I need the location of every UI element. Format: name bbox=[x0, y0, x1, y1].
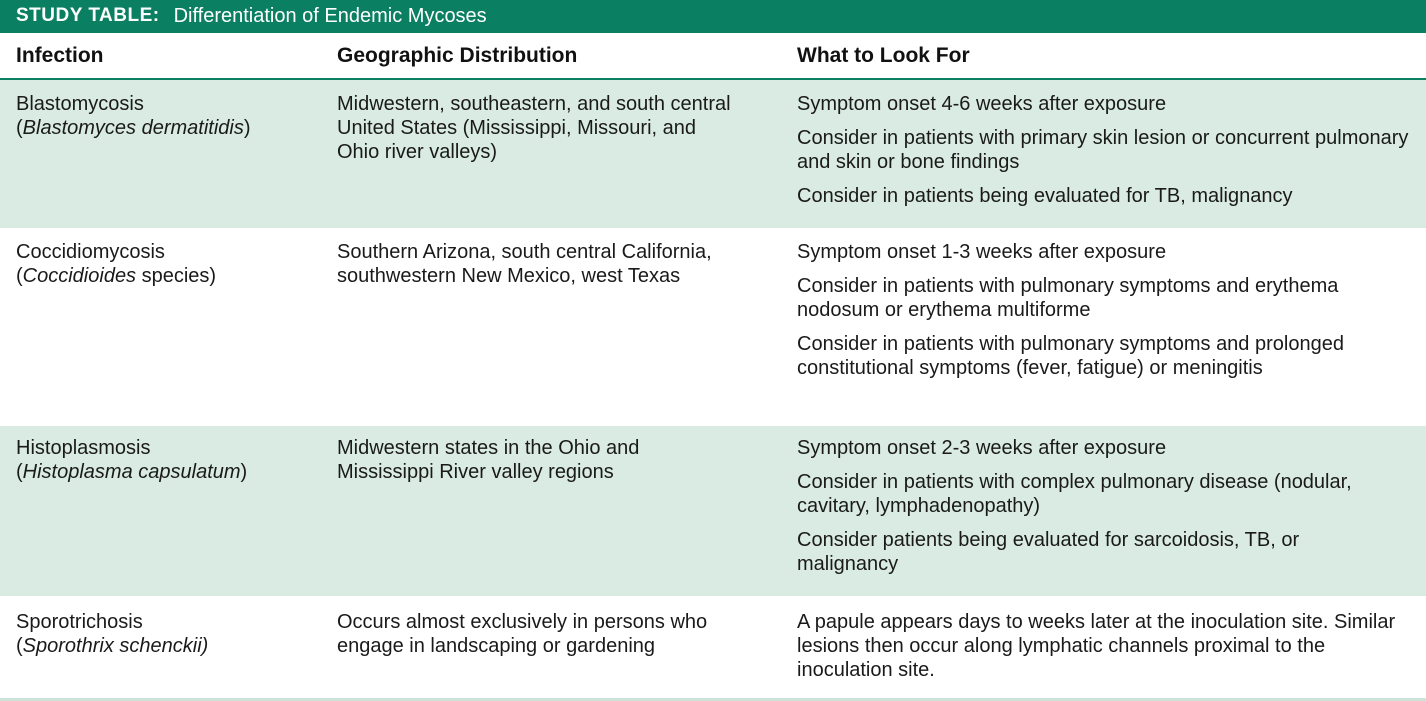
organism-close: ) bbox=[240, 461, 248, 483]
look-for-item: Consider patients being evaluated for sarcoidosis, TB, or malignancy bbox=[797, 529, 1300, 575]
distribution-cell: Occurs almost exclusively in persons who engage in landscaping or gardening bbox=[337, 611, 708, 657]
infection-name: Coccidiomycosis bbox=[16, 241, 165, 263]
table-title: Differentiation of Endemic Mycoses bbox=[173, 4, 487, 27]
organism-open: ( bbox=[16, 635, 23, 657]
look-for-item: Symptom onset 1-3 weeks after exposure bbox=[797, 241, 1167, 263]
infection-name: Blastomycosis bbox=[16, 93, 144, 115]
look-for-item: Consider in patients being evaluated for TB, malignancy bbox=[797, 185, 1293, 207]
organism-name: Blastomyces dermatitidis bbox=[22, 117, 244, 139]
organism-line bbox=[16, 460, 316, 484]
table-row-sporotrichosis bbox=[0, 596, 1426, 693]
organism-close: ) bbox=[243, 117, 251, 139]
table-row-histoplasmosis bbox=[0, 424, 1426, 596]
look-for-item: A papule appears days to weeks later at the inoculation site. Similar lesions then occur along lymphatic channels proximal to the inoculation site. bbox=[797, 611, 1396, 681]
organism-open: ( bbox=[16, 461, 23, 483]
distribution-cell: Midwestern, southeastern, and south central United States (Mississippi, Missouri, and Ohio river valleys) bbox=[337, 93, 731, 163]
look-for-item: Symptom onset 4-6 weeks after exposure bbox=[797, 93, 1167, 115]
column-header-what-to-look-for: What to Look For bbox=[797, 43, 970, 67]
look-for-cell bbox=[797, 436, 1387, 586]
infection-cell bbox=[16, 436, 316, 484]
organism-open: ( bbox=[16, 117, 23, 139]
table-row-blastomycosis bbox=[0, 80, 1426, 228]
table-header-row bbox=[0, 33, 1426, 80]
organism-line bbox=[16, 634, 316, 658]
organism-line bbox=[16, 116, 316, 140]
look-for-item: Consider in patients with pulmonary symptoms and prolonged constitutional symptoms (fever, fatigue) or meningitis bbox=[797, 333, 1344, 379]
distribution-cell: Southern Arizona, south central California, southwestern New Mexico, west Texas bbox=[337, 241, 712, 287]
infection-cell bbox=[16, 92, 316, 140]
look-for-item: Consider in patients with pulmonary symptoms and erythema nodosum or erythema multiforme bbox=[797, 275, 1339, 321]
infection-cell bbox=[16, 610, 316, 658]
organism-name: Coccidioides bbox=[22, 265, 137, 287]
organism-name: Histoplasma capsulatum bbox=[22, 461, 241, 483]
organism-line bbox=[16, 264, 316, 288]
organism-name: Sporothrix schenckii) bbox=[22, 635, 209, 657]
column-header-geographic-distribution: Geographic Distribution bbox=[337, 43, 578, 67]
table-row-coccidiomycosis bbox=[0, 228, 1426, 424]
table-title-prefix: STUDY TABLE: bbox=[16, 5, 160, 26]
distribution-cell: Midwestern states in the Ohio and Mississippi River valley regions bbox=[337, 437, 640, 483]
column-header-infection: Infection bbox=[16, 43, 104, 67]
organism-close: species) bbox=[136, 265, 217, 287]
look-for-cell bbox=[797, 92, 1417, 218]
look-for-item: Symptom onset 2-3 weeks after exposure bbox=[797, 437, 1167, 459]
infection-cell bbox=[16, 240, 316, 288]
organism-open: ( bbox=[16, 265, 23, 287]
look-for-item: Consider in patients with complex pulmonary disease (nodular, cavitary, lymphadenopathy) bbox=[797, 471, 1352, 517]
infection-name: Histoplasmosis bbox=[16, 437, 151, 459]
infection-name: Sporotrichosis bbox=[16, 611, 143, 633]
look-for-cell bbox=[797, 240, 1357, 390]
look-for-cell bbox=[797, 610, 1412, 692]
table-title-bar bbox=[0, 0, 1426, 33]
look-for-item: Consider in patients with primary skin lesion or concurrent pulmonary and skin or bone findings bbox=[797, 127, 1409, 173]
